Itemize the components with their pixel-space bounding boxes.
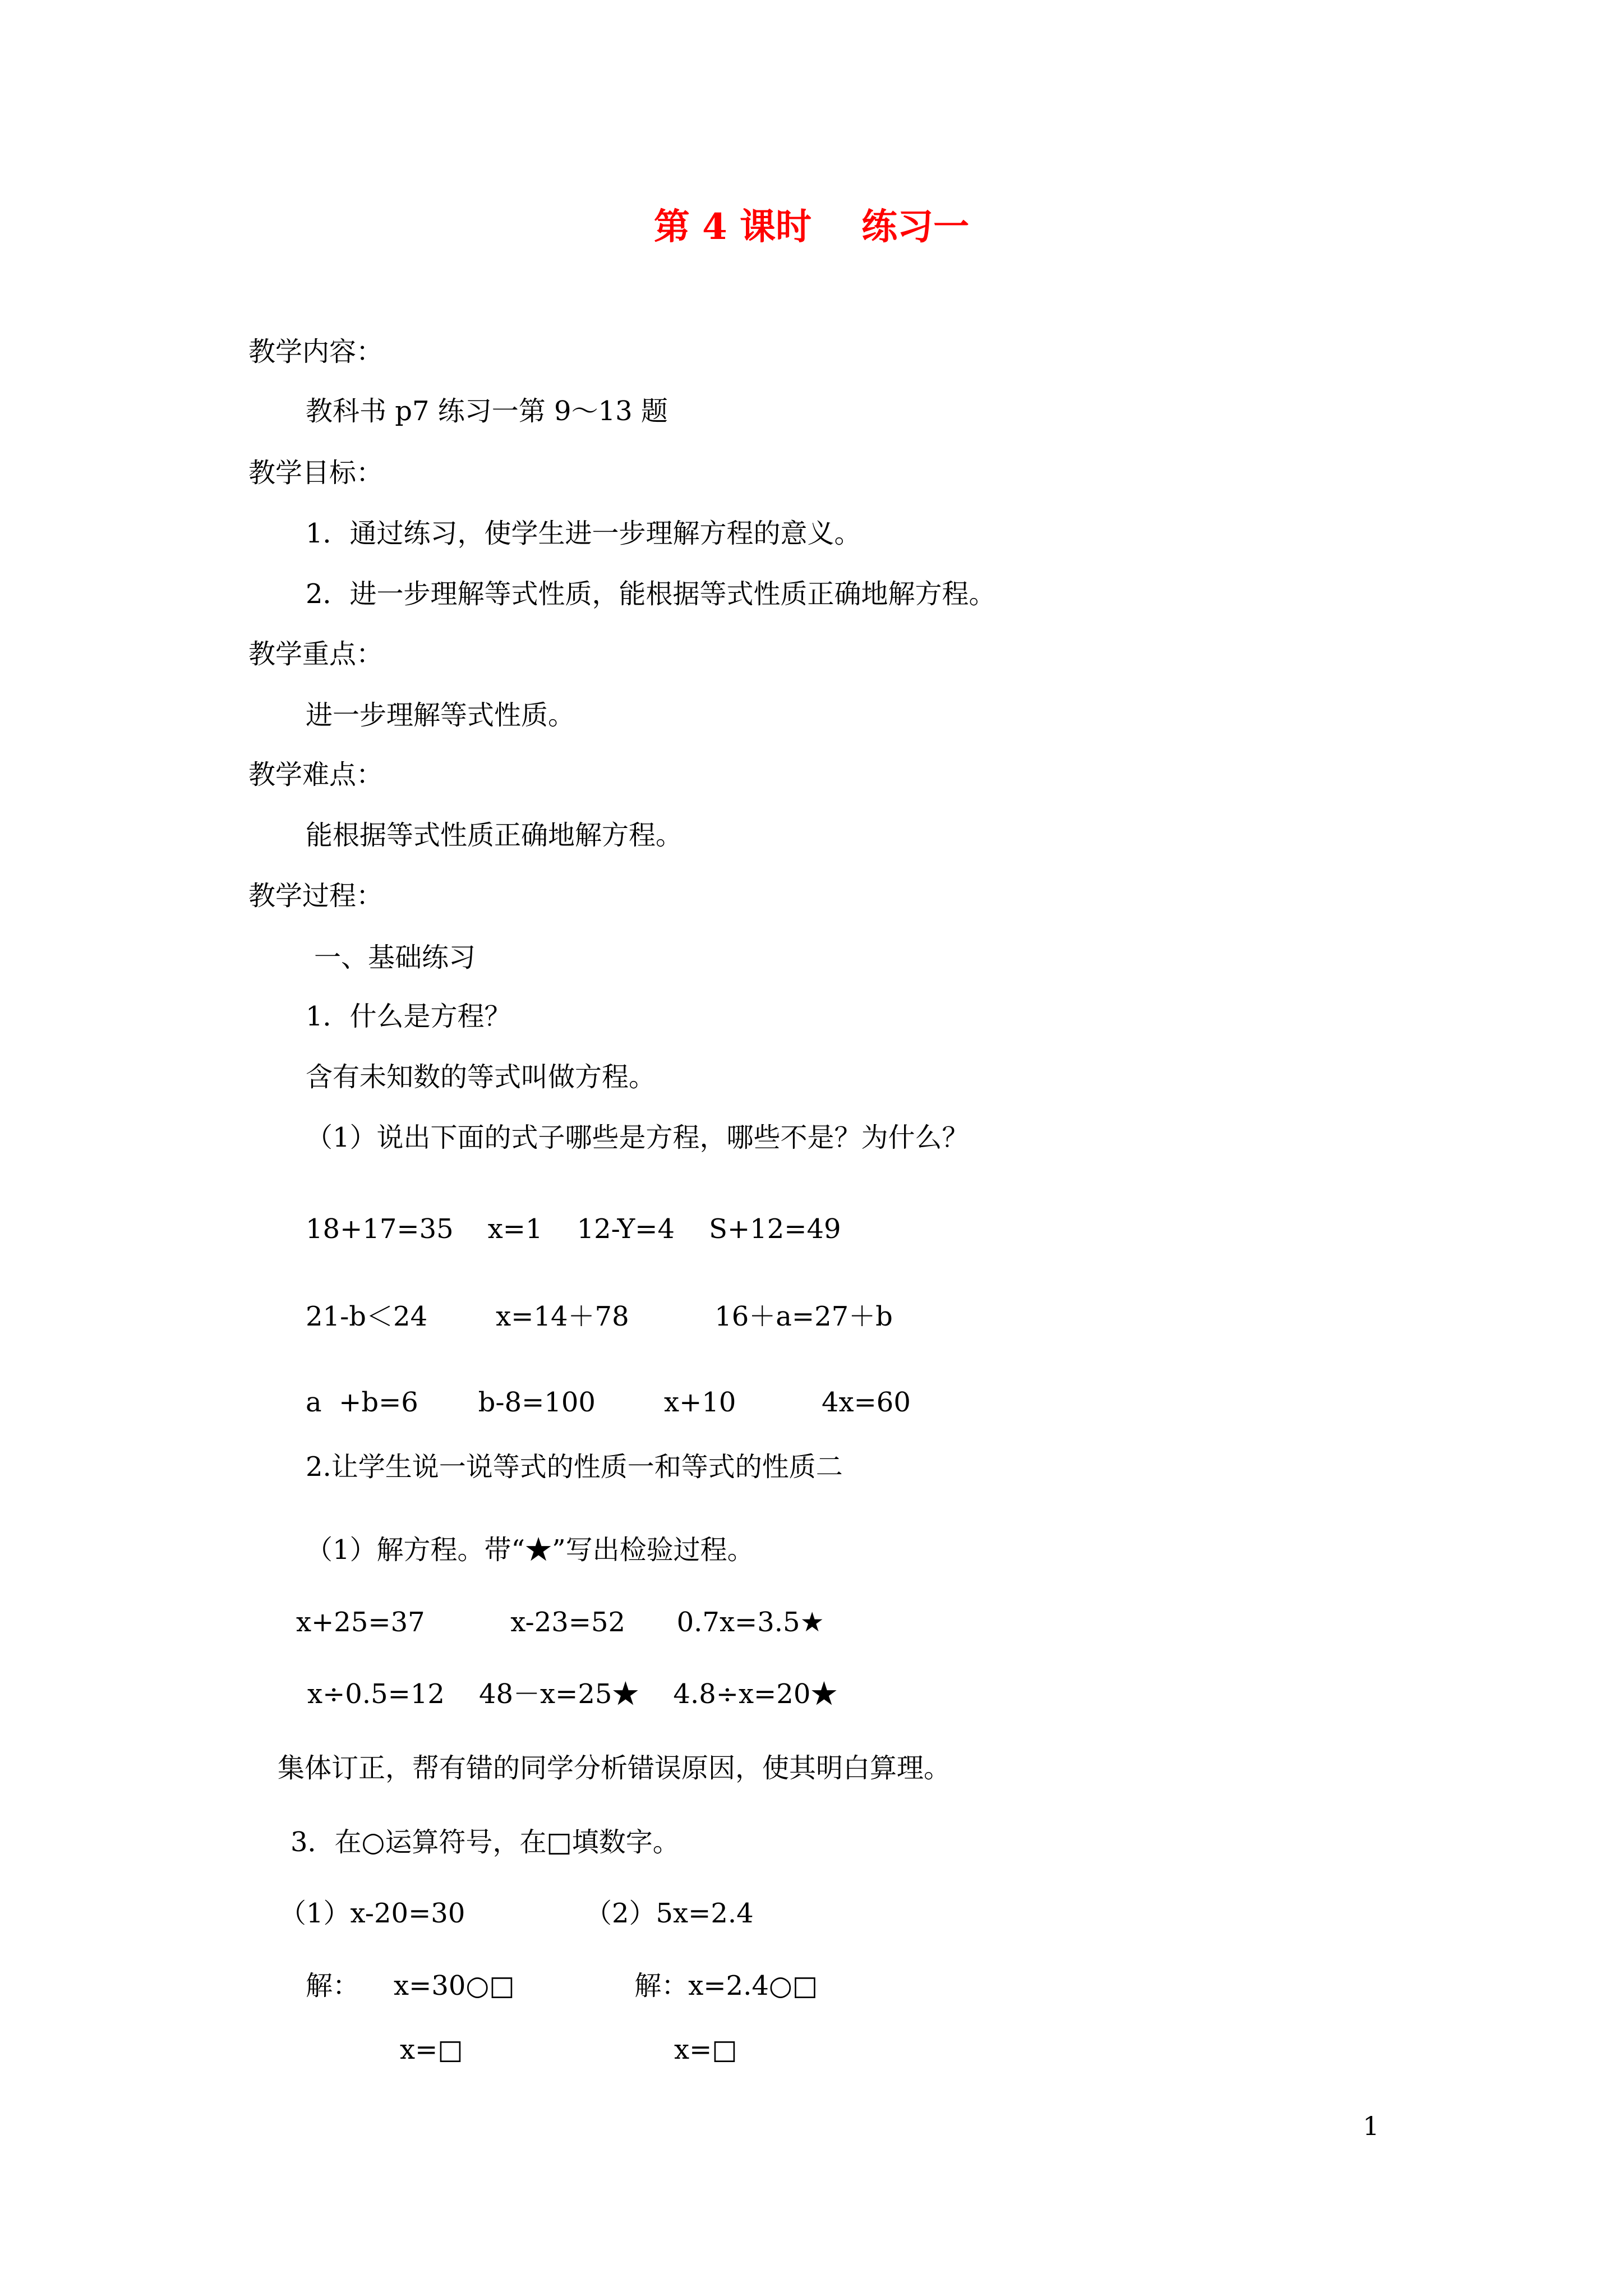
goal-line-2: 2．进一步理解等式性质，能根据等式性质正确地解方程。: [306, 578, 996, 610]
process-subheading: 一、基础练习: [314, 942, 476, 973]
goal-line-1: 1．通过练习，使学生进一步理解方程的意义。: [306, 518, 861, 549]
key-point-line: 进一步理解等式性质。: [306, 700, 575, 731]
question-1-part-1: （1）说出下面的式子哪些是方程，哪些不是？为什么？: [306, 1122, 969, 1153]
question-2: 2.让学生说一说等式的性质一和等式的性质二: [306, 1451, 843, 1483]
equation-row-1: 18+17=35 x=1 12-Y=4 S+12=49: [306, 1213, 841, 1245]
document-title: 第 4 课时 练习一: [653, 206, 970, 248]
page-number: 1: [1363, 2111, 1380, 2141]
solution-line: 解： x=30○□ 解：x=2.4○□: [306, 1970, 818, 2001]
solution-blank-1: x=□: [400, 2034, 463, 2065]
question-3: 3．在○运算符号，在□填数字。: [291, 1826, 680, 1858]
section-heading-goals: 教学目标：: [248, 457, 384, 489]
section-heading-key-point: 教学重点：: [248, 638, 384, 670]
equation-row-2: 21-b＜24 x=14＋78 16＋a=27＋b: [306, 1301, 893, 1332]
solve-row-1: x+25=37 x-23=52 0.7x=3.5★: [296, 1607, 824, 1638]
section-heading-difficulty: 教学难点：: [248, 759, 384, 790]
difficulty-line: 能根据等式性质正确地解方程。: [306, 820, 683, 851]
correction-note: 集体订正，帮有错的同学分析错误原因，使其明白算理。: [278, 1752, 951, 1784]
content-line: 教科书 p7 练习一第 9～13 题: [306, 395, 668, 427]
section-heading-process: 教学过程：: [248, 880, 384, 912]
equation-row-3: a +b=6 b-8=100 x+10 4x=60: [306, 1387, 911, 1418]
question-3-parts: （1）x-20=30 （2）5x=2.4: [279, 1898, 754, 1929]
solution-blank-2: x=□: [674, 2034, 737, 2065]
answer-1: 含有未知数的等式叫做方程。: [306, 1061, 656, 1093]
section-heading-content: 教学内容：: [248, 336, 384, 367]
question-1: 1．什么是方程？: [306, 1001, 511, 1032]
solve-row-2: x÷0.5=12 48－x=25★ 4.8÷x=20★: [307, 1678, 838, 1710]
question-2-part-1: （1）解方程。带“★”写出检验过程。: [306, 1534, 754, 1566]
